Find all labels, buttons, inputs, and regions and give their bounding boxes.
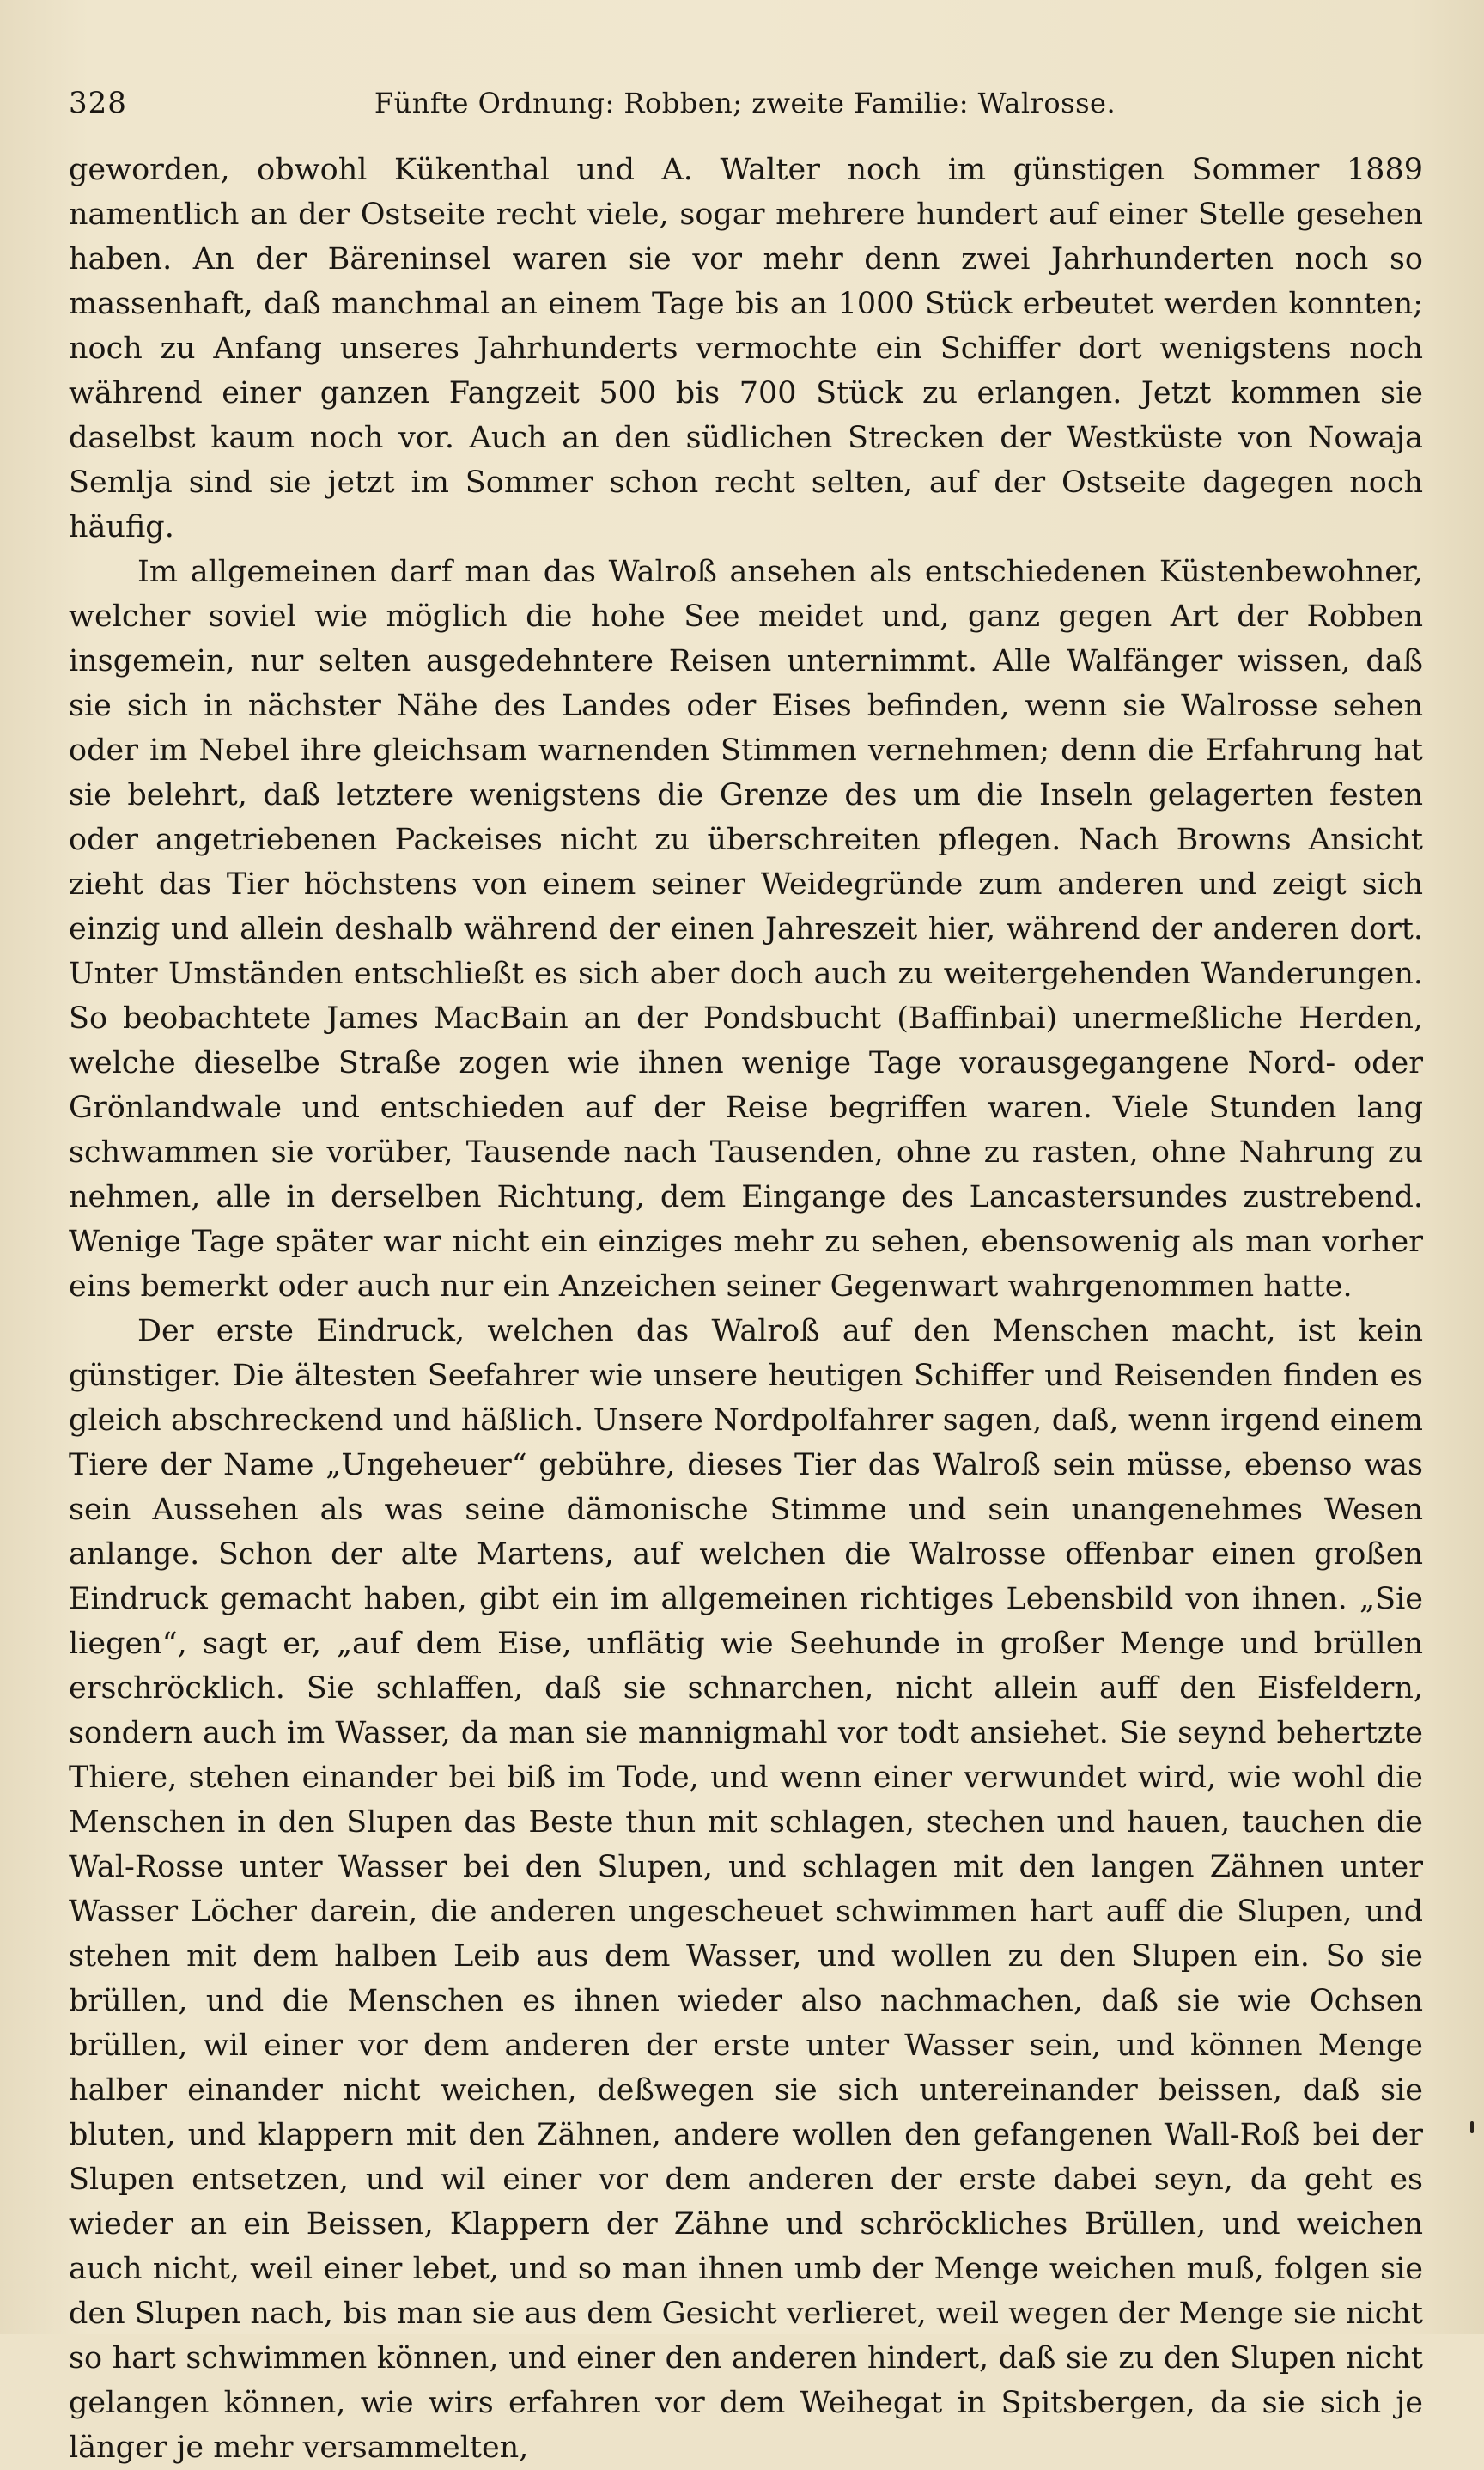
paragraph: Der erste Eindruck, welchen das Walroß auf den Menschen macht, ist kein günstiger. Die ältesten Seefahrer wie unsere heutigen Schiffer und Reisenden finden es gleich abschreckend und häßlich. Unsere Nordpolfahrer sagen, daß, wenn irgend einem Tiere der Name „Ungeheuer“ gebühre, dieses Tier das Walroß sein müsse, ebenso was sein Aussehen als was seine dämonische Stimme und sein unangenehmes Wesen anlange. Schon der alte Martens, auf welchen die Walrosse offenbar einen großen Eindruck gemacht haben, gibt ein im allgemeinen richtiges Lebensbild von ihnen. „Sie liegen“, sagt er, „auf dem Eise, unflätig wie Seehunde in großer Menge und brüllen erschröcklich. Sie schlaffen, daß sie schnarchen, nicht allein auff den Eisfeldern, sondern auch im Wasser, da man sie mannigmahl vor todt ansiehet. Sie seynd behertzte Thiere, stehen einander bei biß im Tode, und wenn einer verwundet wird, wie wohl die Menschen in den Slupen das Beste thun mit schlagen, stechen und hauen, tauchen die Wal-Rosse unter Wasser bei den Slupen, und schlagen mit den langen Zähnen unter Wasser Löcher darein, die anderen ungescheuet schwimmen hart auff die Slupen, und stehen mit dem halben Leib aus dem Wasser, und wollen zu den Slupen ein. So sie brüllen, und die Menschen es ihnen wieder also nachmachen, daß sie wie Ochsen brüllen, wil einer vor dem anderen der erste unter Wasser sein, und können Menge halber einander nicht weichen, deßwegen sie sich untereinander beissen, daß sie bluten, und klappern mit den Zähnen, andere wollen den gefangenen Wall-Roß bei der Slupen entsetzen, und wil einer vor dem anderen der erste dabei seyn, da geht es wieder an ein Beissen, Klappern der Zähne und schröckliches Brüllen, und weichen auch nicht, weil einer lebet, und so man ihnen umb der Menge weichen muß, folgen sie den Slupen nach, bis man sie aus dem Gesicht verlieret, weil wegen der Menge sie nicht so hart schwimmen können, und einer den anderen hindert, daß sie zu den Slupen nicht gelangen können, wie wirs erfahren vor dem Weihegat in Spitsbergen, da sie sich je länger je mehr versammelten,: [69, 1314, 1423, 2465]
margin-mark: [1470, 2121, 1474, 2133]
page-header: [69, 86, 1421, 120]
page-number: 328: [69, 86, 127, 120]
running-head: Fünfte Ordnung: Robben; zweite Familie: Walrosse.: [374, 87, 1116, 119]
paragraph: Im allgemeinen darf man das Walroß ansehen als entschiedenen Küstenbewohner, welcher soviel wie möglich die hohe See meidet und, ganz gegen Art der Robben insgemein, nur selten ausgedehntere Reisen unternimmt. Alle Walfänger wissen, daß sie sich in nächster Nähe des Landes oder Eises befinden, wenn sie Walrosse sehen oder im Nebel ihre gleichsam warnenden Stimmen vernehmen; denn die Erfahrung hat sie belehrt, daß letztere wenigstens die Grenze des um die Inseln gelagerten festen oder angetriebenen Packeises nicht zu überschreiten pflegen. Nach Browns Ansicht zieht das Tier höchstens von einem seiner Weidegründe zum anderen und zeigt sich einzig und allein deshalb während der einen Jahreszeit hier, während der anderen dort. Unter Umständen entschließt es sich aber doch auch zu weitergehenden Wanderungen. So beobachtete James MacBain an der Pondsbucht (Baffinbai) unermeßliche Herden, welche dieselbe Straße zogen wie ihnen wenige Tage vorausgegangene Nord- oder Grönlandwale und entschieden auf der Reise begriffen waren. Viele Stunden lang schwammen sie vorüber, Tausende nach Tausenden, ohne zu rasten, ohne Nahrung zu nehmen, alle in derselben Richtung, dem Eingange des Lancastersundes zustrebend. Wenige Tage später war nicht ein einziges mehr zu sehen, ebensowenig als man vorher eins bemerkt oder auch nur ein Anzeichen seiner Gegenwart wahrgenommen hatte.: [69, 555, 1423, 1304]
paragraph-continued: geworden, obwohl Kükenthal und A. Walter noch im günstigen Sommer 1889 namentlich an der Ostseite recht viele, sogar mehrere hundert auf einer Stelle gesehen haben. An der Bäreninsel waren sie vor mehr denn zwei Jahrhunderten noch so massenhaft, daß manchmal an einem Tage bis an 1000 Stück erbeutet werden konnten; noch zu Anfang unseres Jahrhunderts vermochte ein Schiffer dort wenigstens noch während einer ganzen Fangzeit 500 bis 700 Stück zu erlangen. Jetzt kommen sie daselbst kaum noch vor. Auch an den südlichen Strecken der Westküste von Nowaja Semlja sind sie jetzt im Sommer schon recht selten, auf der Ostseite dagegen noch häufig.: [69, 153, 1423, 544]
body-text: [69, 148, 1423, 2470]
